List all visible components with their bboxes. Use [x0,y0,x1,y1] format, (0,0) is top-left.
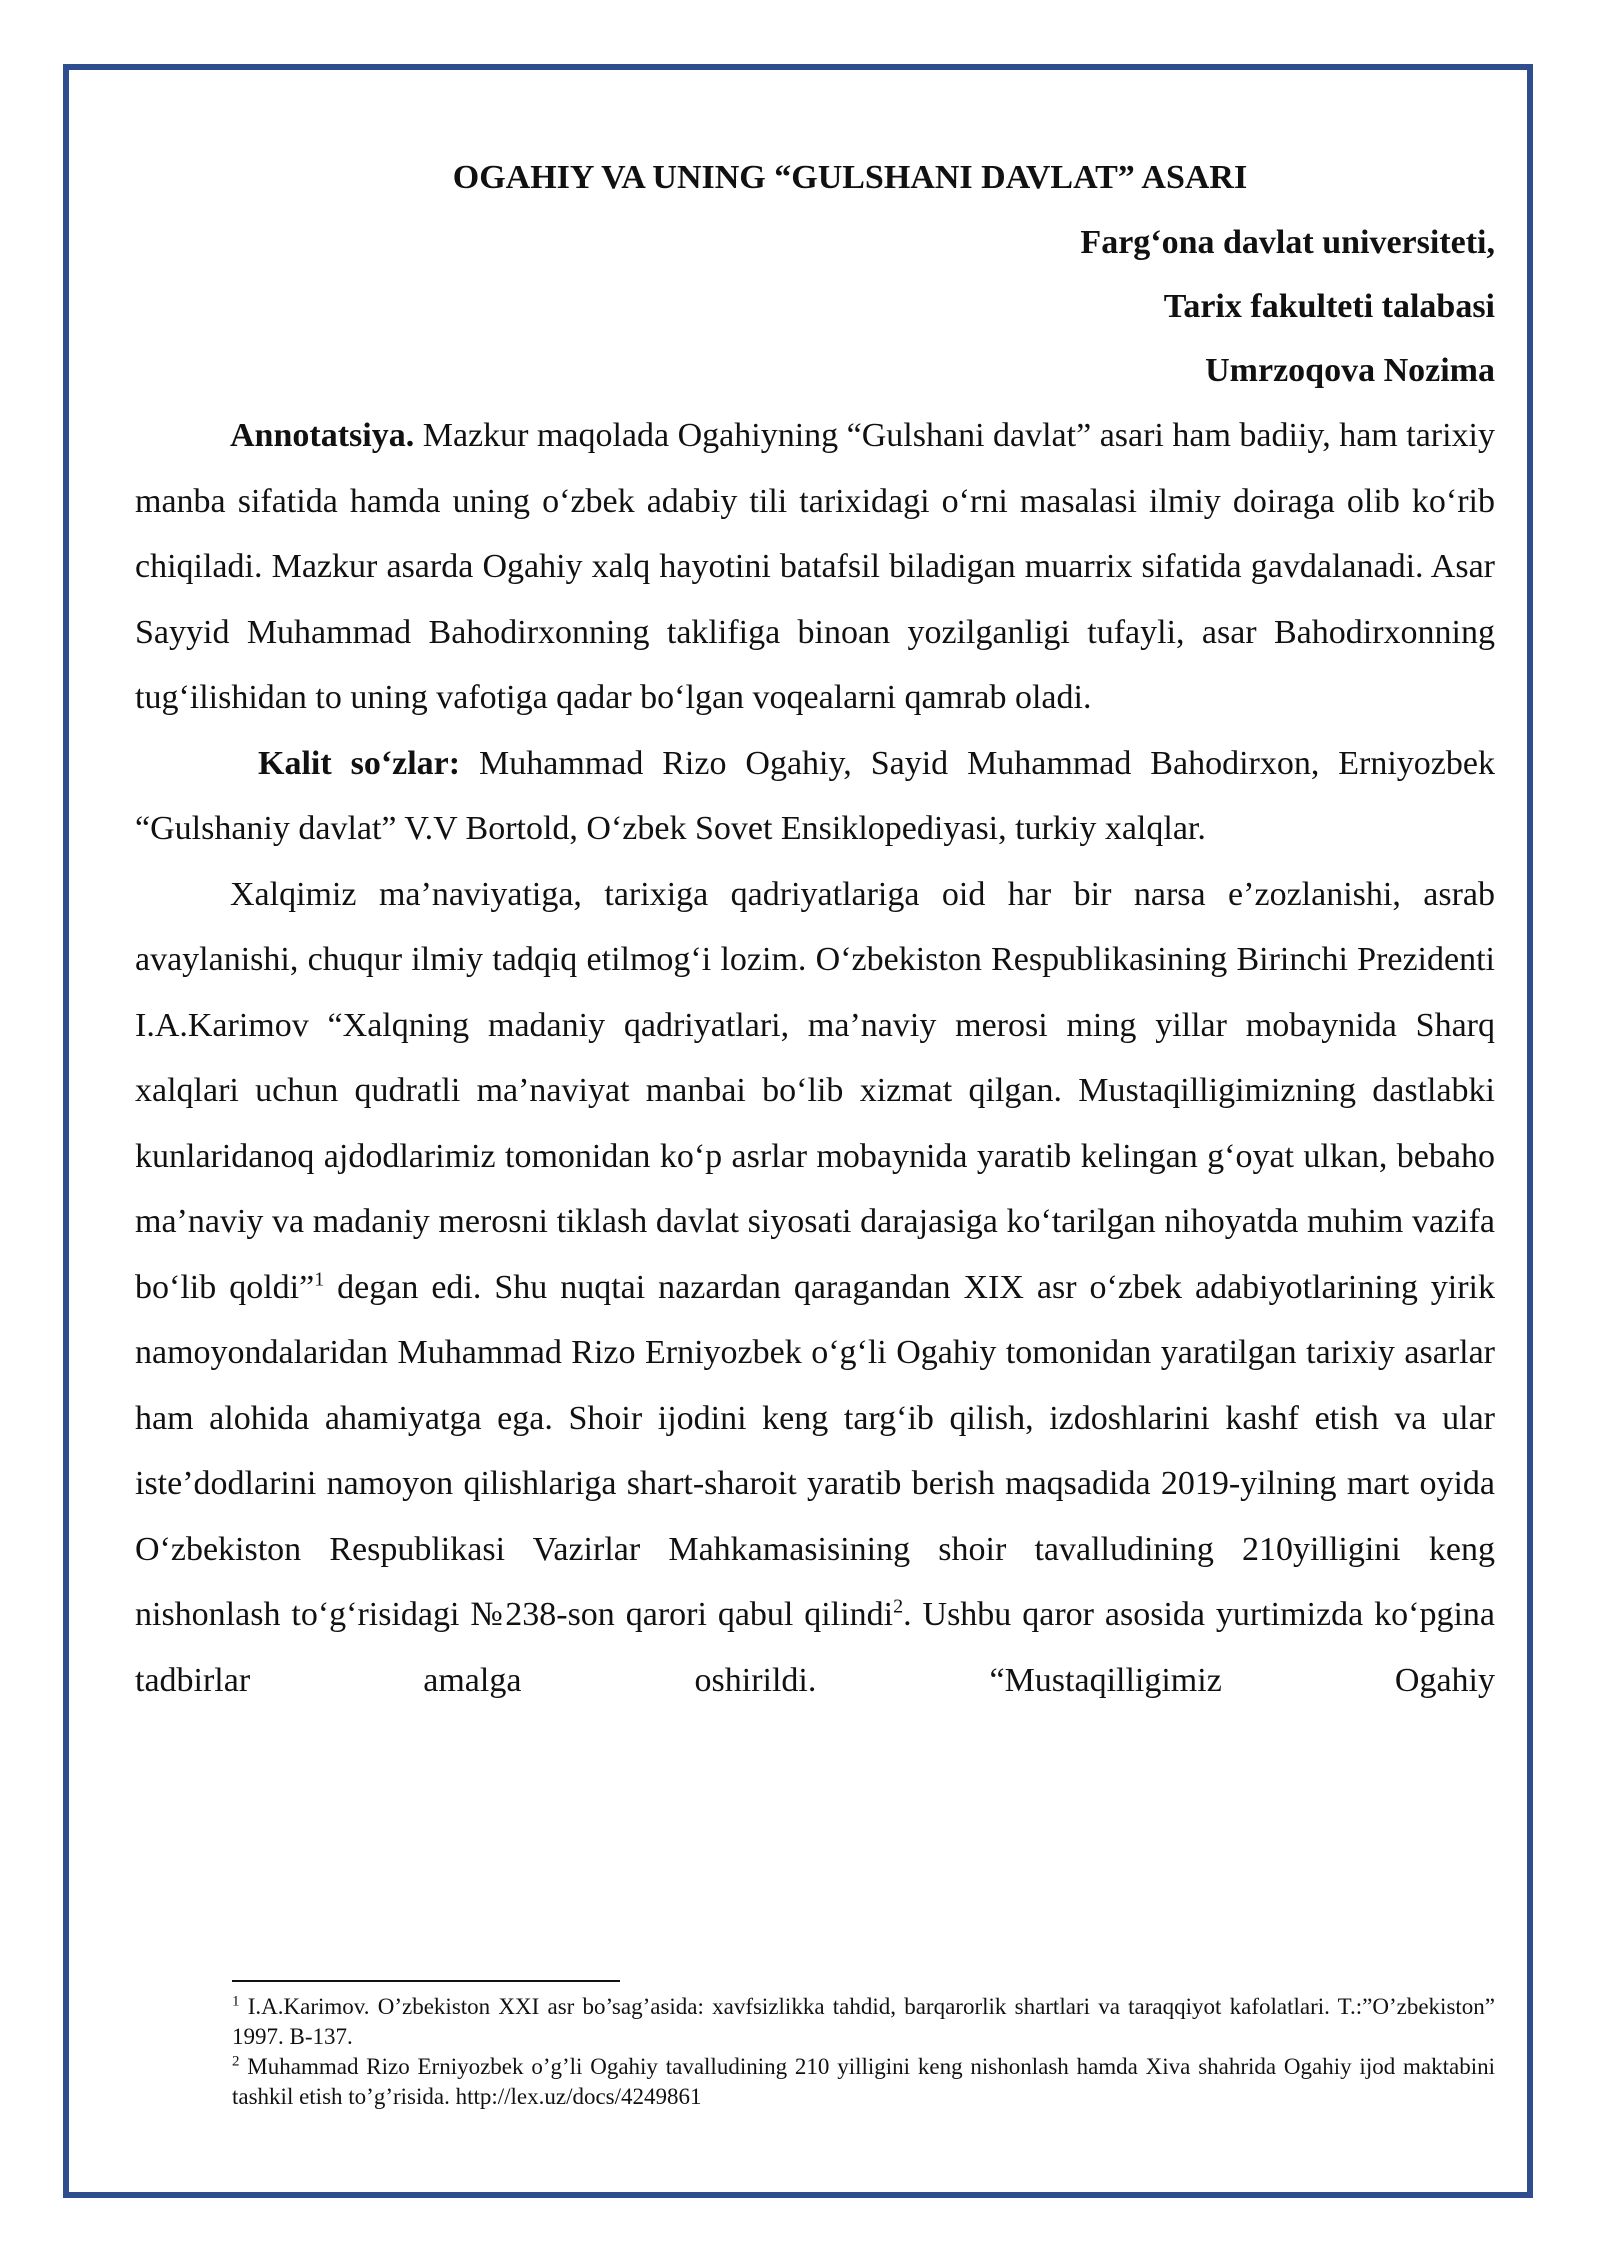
footnote-2-mark: 2 [232,2053,240,2070]
footnote-ref-1[interactable]: 1 [314,1268,325,1291]
footnote-1-mark: 1 [232,1993,240,2010]
author-name: Umrzoqova Nozima [1205,352,1495,389]
affiliation-faculty: Tarix fakulteti talabasi [1163,288,1495,325]
footnote-2 [232,2052,1495,2112]
footnote-1 [232,1992,1495,2052]
document-body [135,145,1495,1713]
main-text-part3: . Ushbu qaror asosida yurtimizda ko‘pgina tadbirlar amalga oshirildi. “Mustaqilligimiz Ogahiy [135,1596,1495,1699]
abstract-text: Mazkur maqolada Ogahiyning “Gulshani davlat” asari ham badiiy, ham tarixiy manba sifatida hamda uning o‘zbek adabiy tili tarixidagi o‘rni masalasi ilmiy doiraga olib ko‘rib chiqiladi. Mazkur asarda Ogahiy xalq hayotini batafsil biladigan muarrix sifatida gavdalanadi. Asar Sayyid Muhammad Bahodirxonning taklifiga binoan yozilganligi tufayli, asar Bahodirxonning tug‘ilishidan to uning vafotiga qadar bo‘lgan voqealarni qamrab oladi. [135,417,1495,716]
abstract-label: Annotatsiya. [230,417,415,454]
abstract-paragraph [135,403,1495,731]
main-paragraph [135,862,1495,1714]
keywords-paragraph [135,731,1495,862]
footnote-1-text: I.A.Karimov. O’zbekiston XXI asr bo’sag’asida: xavfsizlikka tahdid, barqarorlik shartlari va taraqqiyot kafolatlari. T.:”O’zbekiston” 1997. B-137. [232,1994,1495,2049]
footnote-ref-2[interactable]: 2 [893,1595,904,1618]
main-text-part1: Xalqimiz ma’naviyatiga, tarixiga qadriyatlariga oid har bir narsa e’zozlanishi, asrab avaylanishi, chuqur ilmiy tadqiq etilmog‘i lozim. O‘zbekiston Respublikasining Birinchi Prezidenti I.A.Karimov “Xalqning madaniy qadriyatlari, ma’naviy merosi ming yillar mobaynida Sharq xalqlari uchun qudratli ma’naviyat manbai bo‘lib xizmat qilgan. Mustaqilligimizning dastlabki kunlaridanoq ajdodlarimiz tomonidan ko‘p asrlar mobaynida yaratib kelingan g‘oyat ulkan, bebaho ma’naviy va madaniy merosni tiklash davlat siyosati darajasiga ko‘tarilgan nihoyatda muhim vazifa bo‘lib qoldi” [135,875,1495,1306]
main-text-part2: degan edi. Shu nuqtai nazardan qaragandan XIX asr o‘zbek adabiyotlarining yirik namoyondalaridan Muhammad Rizo Erniyozbek o‘g‘li Ogahiy tomonidan yaratilgan tarixiy asarlar ham alohida ahamiyatga ega. Shoir ijodini keng targ‘ib qilish, izdoshlarini kashf etish va ular iste’dodlarini namoyon qilishlariga shart-sharoit yaratib berish maqsadida 2019-yilning mart oyida O‘zbekiston Respublikasi Vazirlar Mahkamasisining shoir tavalludining 210yilligini keng nishonlash to‘g‘risidagi №238-son qarori qabul qilindi [135,1268,1496,1633]
keywords-text: Muhammad Rizo Ogahiy, Sayid Muhammad Bahodirxon, Erniyozbek “Gulshaniy davlat” V.V Bortold, O‘zbek Sovet Ensiklopediyasi, turkiy xalqlar. [135,744,1495,847]
footnote-separator [232,1980,620,1982]
keywords-label: Kalit so‘zlar: [258,744,461,782]
affiliation-university: Farg‘ona davlat universiteti, [1080,224,1495,261]
footnote-2-text: Muhammad Rizo Erniyozbek o’g’li Ogahiy tavalludining 210 yilligini keng nishonlash hamda Xiva shahrida Ogahiy ijod maktabini tashkil etish to’g’risida. http://lex.uz/docs/4249861 [232,2054,1495,2109]
footnotes [232,1992,1495,2112]
article-title: OGAHIY VA UNING “GULSHANI DAVLAT” ASARI [452,159,1248,196]
